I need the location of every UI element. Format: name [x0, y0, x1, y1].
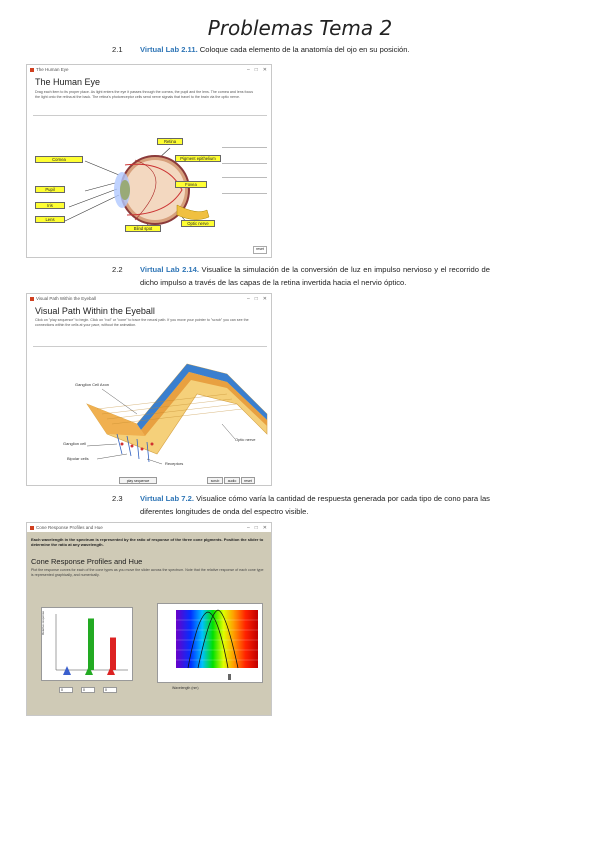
maximize-icon[interactable]: □ — [254, 524, 258, 531]
label-ganglion-cell: Ganglion cell — [63, 441, 87, 446]
scrub-button[interactable]: scrub — [207, 477, 223, 484]
cone-icons — [57, 663, 137, 677]
document-title: Problemas Tema 2 — [207, 16, 393, 40]
minimize-icon[interactable]: – — [246, 524, 250, 531]
reset-button[interactable]: reset — [241, 477, 255, 484]
x-axis-label: Wavelength (nm) — [172, 686, 199, 690]
instructions: Click on "play sequence" to begin. Click on "rod" or "cone" to trace the neural path. If you move your pointer to "scrub" you can see the connections within the cells at your pace, without the animation. — [35, 318, 249, 327]
label-optic-nerve[interactable]: Optic nerve — [181, 220, 215, 227]
question-2-2 — [112, 263, 490, 289]
question-2-1 — [112, 43, 490, 56]
maximize-icon[interactable]: □ — [254, 295, 258, 302]
minimize-icon[interactable]: – — [246, 66, 250, 73]
drop-target[interactable] — [222, 177, 267, 178]
label-cornea[interactable]: Cornea — [35, 156, 83, 163]
virtual-lab-link[interactable]: Virtual Lab 2.14. — [140, 265, 199, 274]
label-optic-nerve: Optic nerve — [235, 437, 256, 442]
wavelength-slider — [228, 674, 231, 680]
question-body: Visualice la simulación de la conversión de luz en impulso nervioso y el recorrido de dicho impulso a través de las capas de la retina invertida hacia el nervio óptico. — [140, 265, 490, 287]
label-blind-spot[interactable]: Blind spot — [125, 225, 161, 232]
question-body: Coloque cada elemento de la anatomía del ojo en su posición. — [197, 45, 410, 54]
question-text — [140, 43, 490, 56]
spectrum-chart — [157, 603, 263, 683]
window-title: Cone Response Profiles and Hue — [36, 525, 103, 530]
window-heading: Cone Response Profiles and Hue — [31, 557, 143, 566]
audio-button[interactable]: audio — [224, 477, 240, 484]
close-icon[interactable]: ✕ — [262, 66, 267, 73]
question-text — [140, 263, 490, 289]
label-iris[interactable]: Iris — [35, 202, 65, 209]
y-axis-label: Relative response — [41, 610, 45, 635]
play-sequence-button[interactable]: play sequence — [119, 477, 157, 484]
retina-diagram — [27, 294, 272, 486]
l-readout: 0 — [103, 687, 117, 693]
close-icon[interactable]: ✕ — [262, 524, 267, 531]
m-cone-icon — [85, 666, 93, 675]
instructions: Plot the response curves for each of the cone types as you move the slider across the spectrum. Note that the relative response of each cone type is represented graphically, and numerically. — [31, 568, 264, 577]
virtual-lab-link[interactable]: Virtual Lab 2.11. — [140, 45, 198, 54]
label-pupil[interactable]: Pupil — [35, 186, 65, 193]
s-readout: 0 — [59, 687, 73, 693]
visual-path-window — [26, 293, 272, 486]
spectrum-svg — [158, 604, 262, 682]
label-bipolar-cells: Bipolar cells — [67, 456, 89, 461]
reset-button[interactable]: reset — [253, 246, 267, 254]
intro-text: Each wavelength in the spectrum is represented by the ratio of response of the three cone pigments. Position the slider to determine the ratio at any wavelength. — [31, 537, 264, 547]
label-pigment-epithelium[interactable]: Pigment epithelium — [175, 155, 221, 162]
s-cone-icon — [63, 666, 71, 675]
drop-target[interactable] — [222, 193, 267, 194]
window-title: The Human Eye — [36, 67, 69, 72]
drop-target[interactable] — [222, 147, 267, 148]
cone-response-window — [26, 522, 272, 716]
label-retina[interactable]: Retina — [157, 138, 183, 145]
label-ganglion-axon: Ganglion Cell Axon — [75, 382, 110, 387]
question-number: 2.3 — [112, 494, 123, 503]
window-titlebar — [27, 523, 271, 532]
label-receptors: Receptors — [165, 461, 184, 466]
question-text — [140, 492, 490, 518]
minimize-icon[interactable]: – — [246, 295, 250, 302]
maximize-icon[interactable]: □ — [254, 66, 258, 73]
window-title: Visual Path Within the Eyeball — [36, 296, 96, 301]
label-fovea[interactable]: Fovea — [175, 181, 207, 188]
question-body: Visualice cómo varía la cantidad de respuesta generada por cada tipo de cono para las diferentes longitudes de onda del espectro visible. — [140, 494, 490, 516]
question-number: 2.1 — [112, 45, 123, 54]
app-icon — [30, 526, 34, 530]
question-2-3 — [112, 492, 490, 518]
virtual-lab-link[interactable]: Virtual Lab 7.2. — [140, 494, 194, 503]
instructions: Drag each item to its proper place. As light enters the eye it passes through the cornea, the pupil and the lens. The cornea and lens focus the light onto the retina at the back. The retina's photoreceptor cells send nerve signals that travel to the brain via the optic nerve. — [35, 90, 254, 99]
l-cone-icon — [107, 666, 115, 675]
label-lens[interactable]: Lens — [35, 216, 65, 223]
m-readout: 0 — [81, 687, 95, 693]
window-heading: The Human Eye — [35, 77, 101, 87]
question-number: 2.2 — [112, 265, 123, 274]
human-eye-window — [26, 64, 272, 258]
close-icon[interactable]: ✕ — [262, 295, 267, 302]
drop-target[interactable] — [222, 163, 267, 164]
window-heading: Visual Path Within the Eyeball — [35, 306, 155, 316]
